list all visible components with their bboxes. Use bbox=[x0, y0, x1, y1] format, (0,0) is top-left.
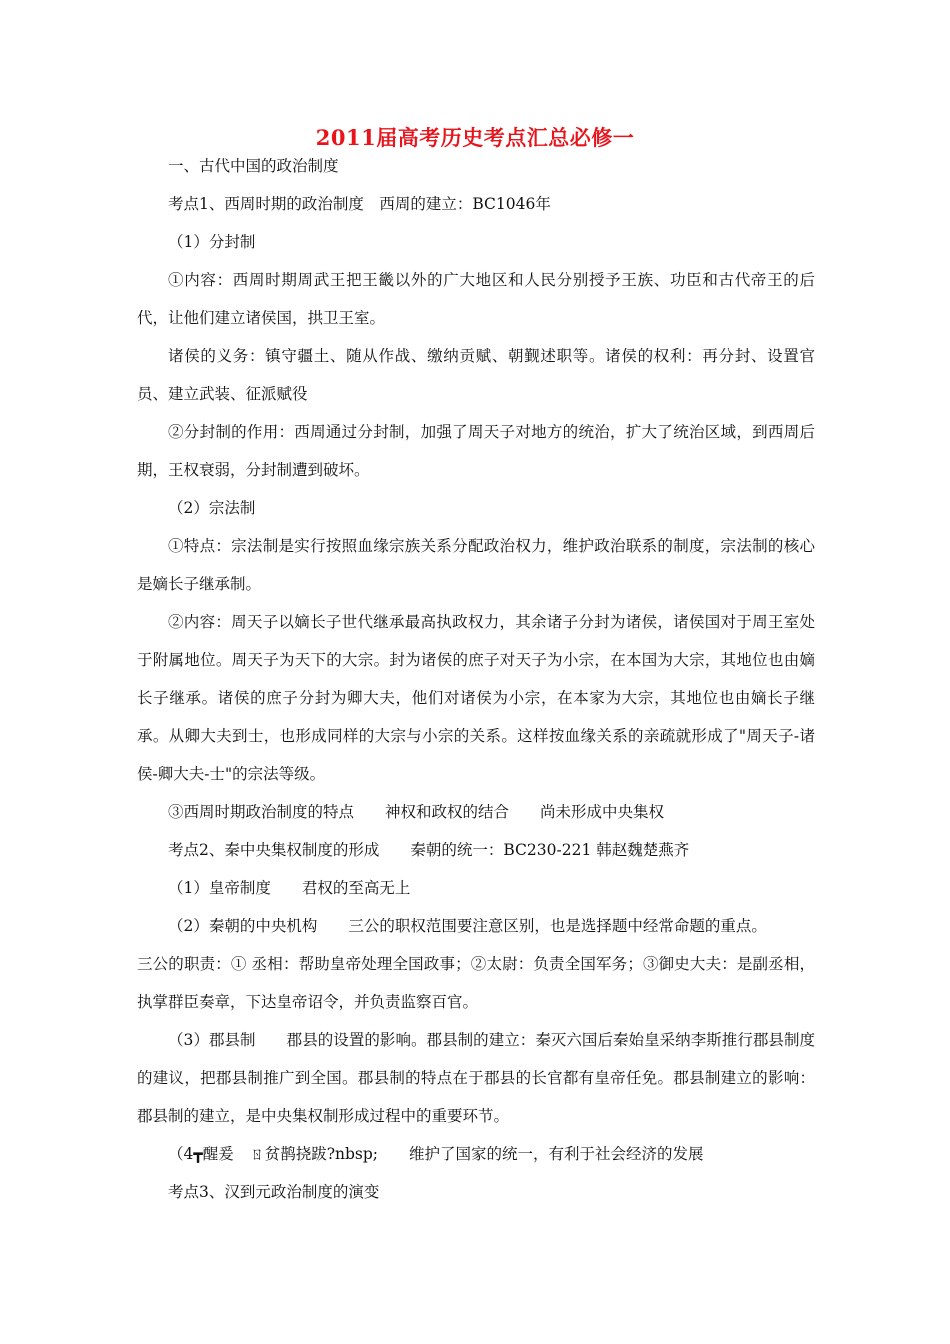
point-heading: 考点3、汉到元政治制度的演变 bbox=[168, 1183, 380, 1201]
sub-heading: （1）皇帝制度 君权的至高无上 bbox=[168, 879, 411, 897]
document-body bbox=[137, 147, 815, 1211]
paragraph: ①内容：西周时期周武王把王畿以外的广大地区和人民分别授予王族、功臣和古代帝王的后代，让他们建立诸侯国，拱卫王室。 bbox=[137, 271, 815, 327]
paragraph: ②内容：周天子以嫡长子世代继承最高执政权力，其余诸子分封为诸侯，诸侯国对于周王室处于附属地位。周天子为天下的大宗。封为诸侯的庶子对天子为小宗，在本国为大宗，其地位也由嫡长子继承。诸侯的庶子分封为卿大夫，他们对诸侯为小宗，在本家为大宗，其地位也由嫡长子继承。从卿大夫到士，也形成同样的大宗与小宗的关系。这样按血缘关系的亲疏就形成了"周天子-诸侯-卿大夫-士"的宗法等级。 bbox=[137, 613, 815, 783]
paragraph: ③西周时期政治制度的特点 神权和政权的结合 尚未形成中央集权 bbox=[168, 803, 665, 821]
document-title: 2011届高考历史考点汇总必修一 bbox=[315, 125, 635, 150]
sub-heading: （2）秦朝的中央机构 三公的职权范围要注意区别，也是选择题中经常命题的重点。 bbox=[168, 917, 767, 935]
sub-heading: （2）宗法制 bbox=[168, 499, 256, 517]
paragraph: 三公的职责：① 丞相：帮助皇帝处理全国政事；②太尉：负责全国军务；③御史大夫：是副丞相，执掌群臣奏章，下达皇帝诏令，并负责监察百官。 bbox=[137, 955, 815, 1011]
paragraph: 诸侯的义务：镇守疆土、随从作战、缴纳贡赋、朝觐述职等。诸侯的权利：再分封、设置官员、建立武装、征派赋役 bbox=[137, 347, 815, 403]
paragraph: （4┳醒爰 ㄖ贫鹊挠跋?nbsp; 维护了国家的统一，有利于社会经济的发展 bbox=[168, 1145, 704, 1163]
paragraph: （3）郡县制 郡县的设置的影响。郡县制的建立：秦灭六国后秦始皇采纳李斯推行郡县制度的建议，把郡县制推广到全国。郡县制的特点在于郡县的长官都有皇帝任免。郡县制建立的影响：郡县制的建立，是中央集权制形成过程中的重要环节。 bbox=[137, 1031, 815, 1125]
paragraph: ①特点：宗法制是实行按照血缘宗族关系分配政治权力，维护政治联系的制度，宗法制的核心是嫡长子继承制。 bbox=[137, 537, 815, 593]
section-heading: 一、古代中国的政治制度 bbox=[168, 157, 339, 175]
point-heading: 考点1、西周时期的政治制度 西周的建立：BC1046年 bbox=[168, 195, 551, 213]
sub-heading: （1）分封制 bbox=[168, 233, 256, 251]
point-heading: 考点2、秦中央集权制度的形成 秦朝的统一：BC230-221 韩赵魏楚燕齐 bbox=[168, 841, 690, 859]
paragraph: ②分封制的作用：西周通过分封制，加强了周天子对地方的统治，扩大了统治区域，到西周后期，王权衰弱，分封制遭到破坏。 bbox=[137, 423, 815, 479]
